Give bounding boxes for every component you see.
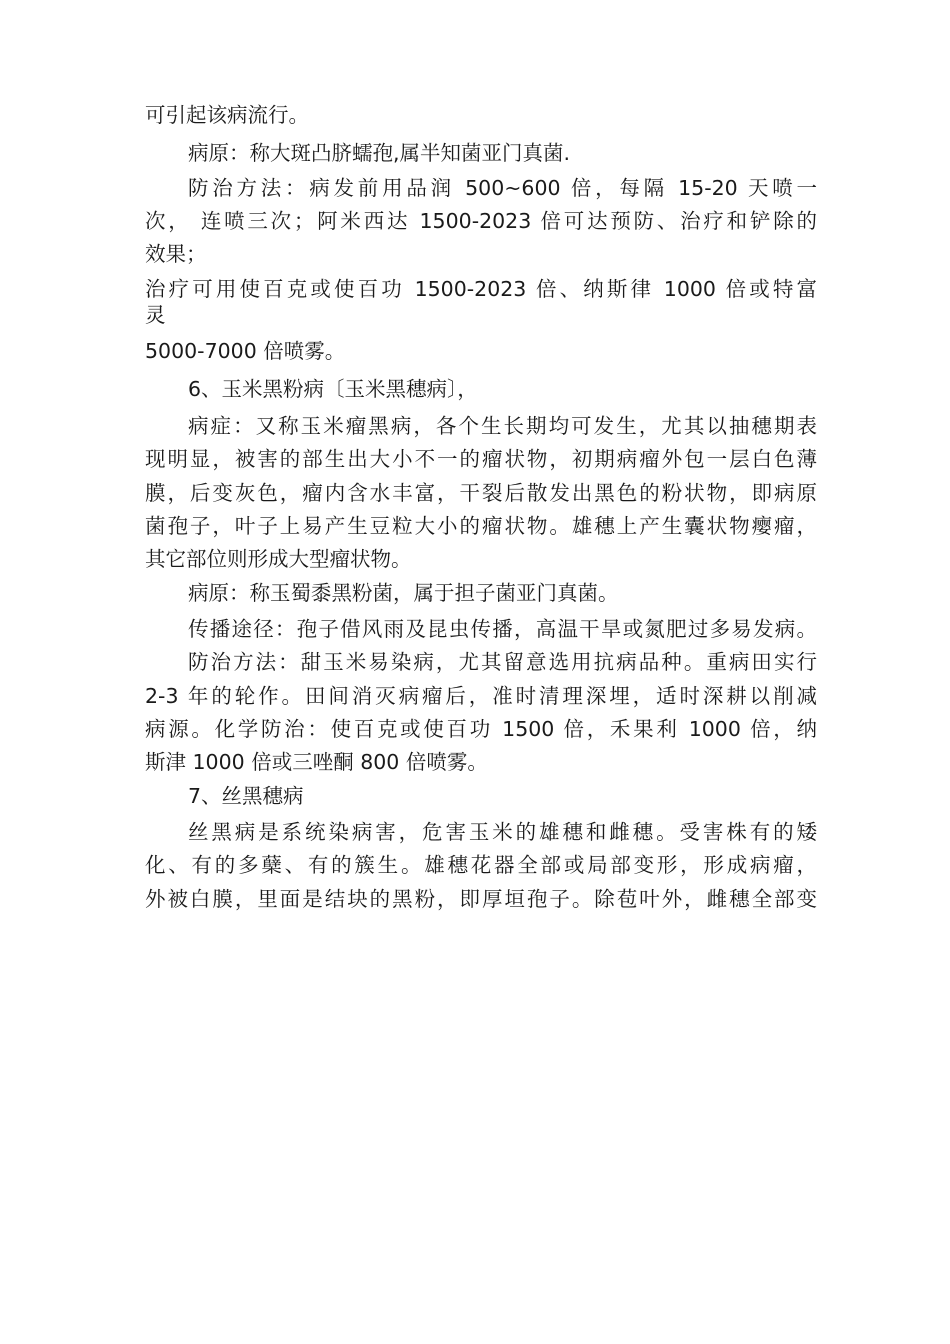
text-line: 现明显，被害的部生出大小不一的瘤状物，初期病瘤外包一层白色薄 [145,447,817,471]
text-line: 5000-7000 倍喷雾。 [145,339,346,363]
text-line: 外被白膜，里面是结块的黑粉，即厚垣孢子。除苞叶外，雌穗全部变 [145,887,817,911]
text-line: 病原：称大斑凸脐蠕孢,属半知菌亚门真菌. [188,141,571,165]
text-line: 丝黑病是系统染病害，危害玉米的雄穗和雌穗。受害株有的矮 [188,820,817,844]
text-line: 斯津 1000 倍或三唑酮 800 倍喷雾。 [145,750,488,774]
text-line: 次， 连喷三次；阿米西达 1500-2023 倍可达预防、治疗和铲除的 [145,209,817,233]
text-line: 病症：又称玉米瘤黑病，各个生长期均可发生，尤其以抽穗期表 [188,414,817,438]
section-heading: 7、丝黑穗病 [188,784,304,808]
text-line: 其它部位则形成大型瘤状物。 [145,547,412,571]
text-line: 菌孢子，叶子上易产生豆粒大小的瘤状物。雄穗上产生囊状物瘿瘤， [145,514,817,538]
text-line: 膜，后变灰色，瘤内含水丰富，干裂后散发出黑色的粉状物，即病原 [145,481,817,505]
text-line: 病原：称玉蜀黍黑粉菌，属于担子菌亚门真菌。 [188,581,619,605]
text-line: 2-3 年的轮作。田间消灭病瘤后，准时清理深埋，适时深耕以削减 [145,684,817,708]
text-line: 效果； [145,242,207,266]
section-heading: 6、玉米黑粉病〔玉米黑穗病〕， [188,377,478,401]
text-line: 病源。化学防治：使百克或使百功 1500 倍，禾果利 1000 倍，纳 [145,717,817,741]
text-line: 治疗可用使百克或使百功 1500-2023 倍、纳斯律 1000 倍或特富 [145,277,817,301]
text-line: 灵 [145,303,166,327]
text-line: 传播途径：孢子借风雨及昆虫传播，高温干旱或氮肥过多易发病。 [188,617,817,641]
text-line: 防治方法：病发前用品润 500~600 倍，每隔 15-20 天喷一 [188,176,817,200]
text-line: 可引起该病流行。 [145,103,309,127]
text-line: 防治方法：甜玉米易染病，尤其留意选用抗病品种。重病田实行 [188,650,817,674]
text-line: 化、有的多蘖、有的簇生。雄穗花器全部或局部变形，形成病瘤， [145,853,817,877]
